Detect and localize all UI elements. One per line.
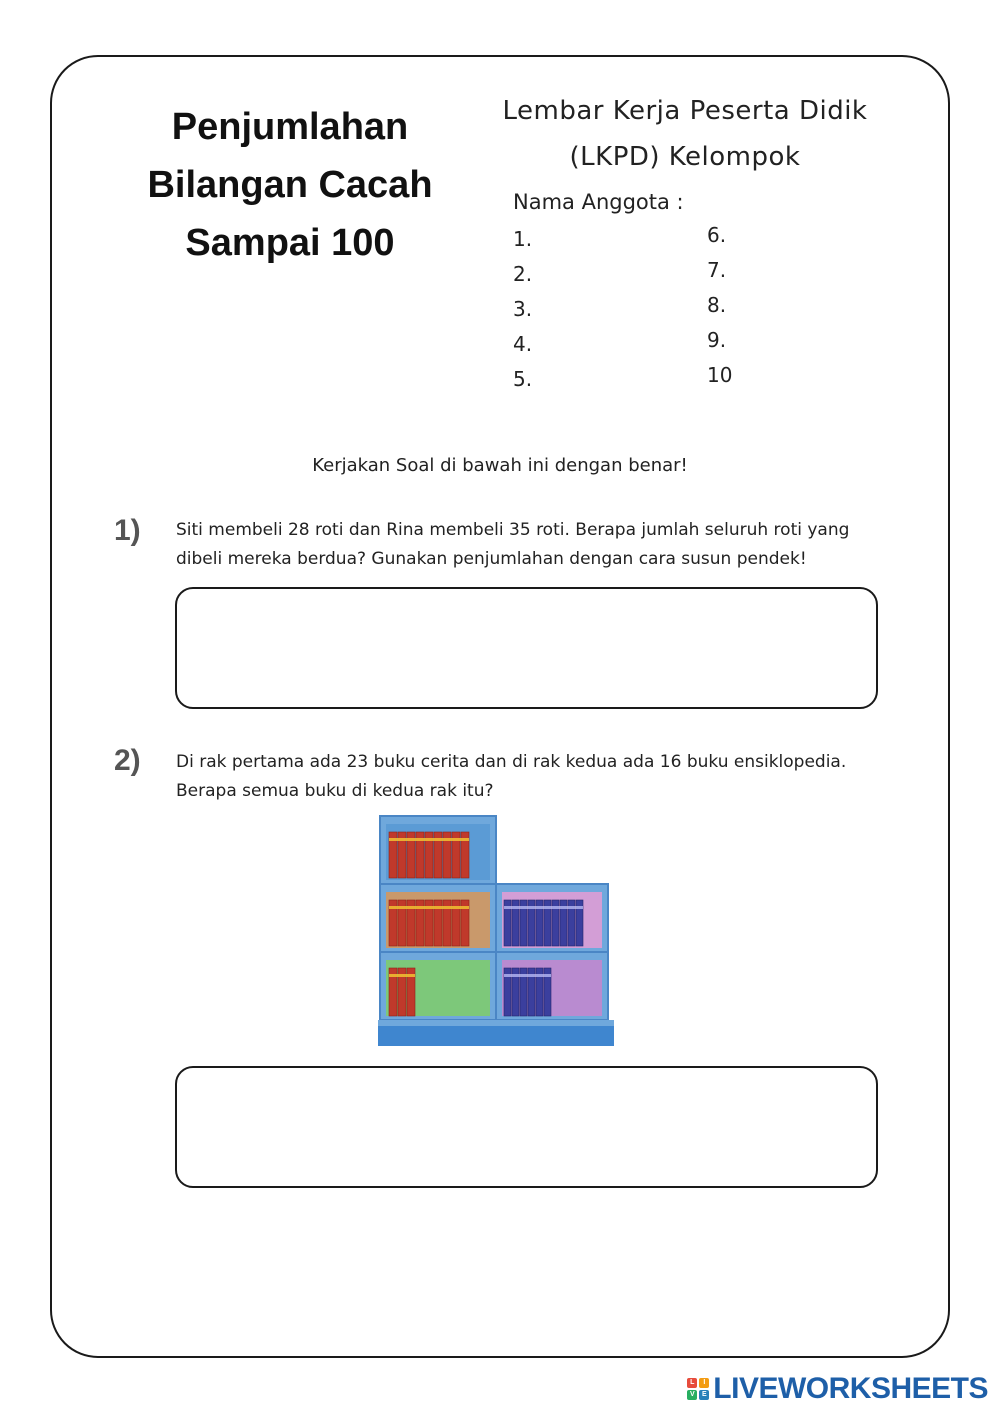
member-slot-5: 5. bbox=[513, 367, 533, 391]
question-2-number: 2) bbox=[114, 744, 141, 777]
member-slot-3: 3. bbox=[513, 297, 533, 321]
member-slot-6: 6. bbox=[707, 223, 727, 247]
title-line-3: Sampai 100 bbox=[185, 222, 395, 264]
logo-letter-e: E bbox=[699, 1390, 709, 1400]
bookshelf-illustration bbox=[376, 814, 616, 1050]
member-slot-8: 8. bbox=[707, 293, 727, 317]
member-slot-7: 7. bbox=[707, 258, 727, 282]
members-label: Nama Anggota : bbox=[513, 190, 684, 214]
footer-brand bbox=[687, 1372, 988, 1406]
members-column-left bbox=[513, 222, 532, 397]
question-1-text bbox=[176, 516, 876, 574]
answer-box-1[interactable] bbox=[175, 587, 878, 709]
subtitle-line-2: (LKPD) Kelompok bbox=[569, 142, 801, 172]
question-2-text bbox=[176, 748, 876, 806]
question-2-line-1: Di rak pertama ada 23 buku cerita dan di rak kedua ada 16 buku ensiklopedia. bbox=[176, 752, 847, 772]
logo-letter-v: V bbox=[687, 1390, 697, 1400]
title-line-1: Penjumlahan bbox=[171, 106, 409, 148]
member-slot-2: 2. bbox=[513, 262, 533, 286]
question-2-line-2: Berapa semua buku di kedua rak itu? bbox=[176, 781, 494, 801]
member-slot-9: 9. bbox=[707, 328, 727, 352]
member-slot-4: 4. bbox=[513, 332, 533, 356]
worksheet-subtitle bbox=[490, 88, 880, 180]
member-slot-1: 1. bbox=[513, 227, 533, 251]
logo-letter-i: I bbox=[699, 1378, 709, 1388]
members-column-right bbox=[707, 218, 732, 393]
brand-name[interactable]: LIVEWORKSHEETS bbox=[713, 1372, 988, 1405]
question-1-number: 1) bbox=[114, 514, 141, 547]
instruction-text: Kerjakan Soal di bawah ini dengan benar! bbox=[312, 455, 688, 476]
worksheet-title bbox=[110, 98, 470, 272]
subtitle-line-1: Lembar Kerja Peserta Didik bbox=[502, 96, 868, 126]
member-slot-10: 10 bbox=[707, 363, 733, 387]
title-line-2: Bilangan Cacah bbox=[147, 164, 433, 206]
question-1-line-1: Siti membeli 28 roti dan Rina membeli 35 roti. Berapa jumlah seluruh roti yang bbox=[176, 520, 850, 540]
logo-letter-l: L bbox=[687, 1378, 697, 1388]
answer-box-2[interactable] bbox=[175, 1066, 878, 1188]
liveworksheets-logo-icon bbox=[687, 1378, 709, 1400]
question-1-line-2: dibeli mereka berdua? Gunakan penjumlahan dengan cara susun pendek! bbox=[176, 549, 807, 569]
